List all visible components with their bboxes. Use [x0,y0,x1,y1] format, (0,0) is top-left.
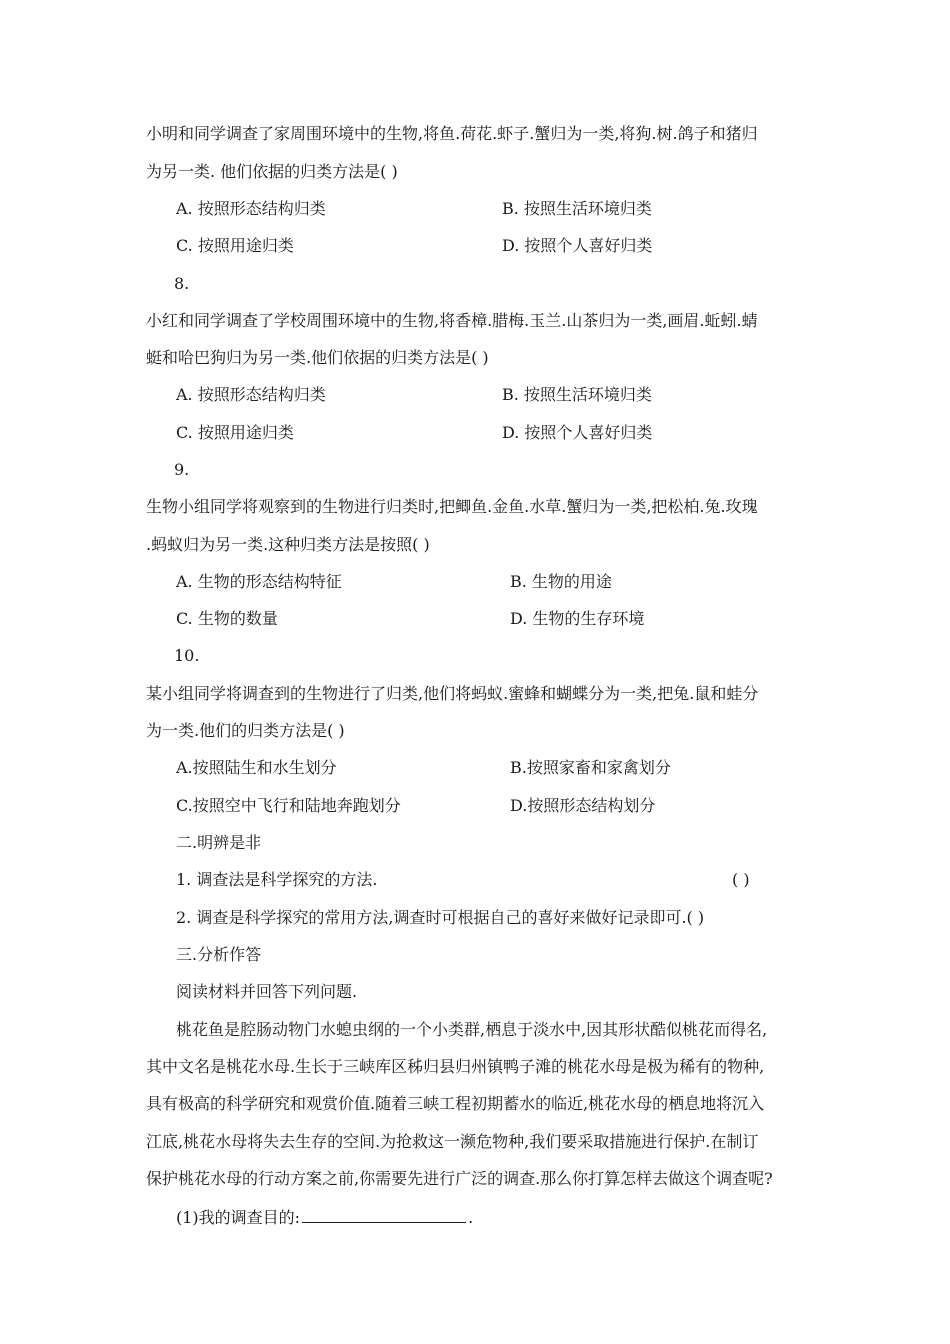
section2-title: 二.明辨是非 [176,833,262,852]
question1-end: . [468,1208,474,1227]
passage-line4: 江底,桃花水母将失去生存的空间.为抢救这一濒危物种,我们要采取措施进行保护.在制订 [146,1132,759,1151]
passage-line5: 保护桃花水母的行动方案之前,你需要先进行广泛的调查.那么你打算怎样去做这个调查呢? [146,1169,773,1188]
q8-option-c: C. 按照用途归类 [176,423,294,442]
q9-option-a: A. 生物的形态结构特征 [176,572,342,591]
q10-option-a: A.按照陆生和水生划分 [176,758,337,777]
section3-intro: 阅读材料并回答下列问题. [176,982,358,1001]
q9-option-b: B. 生物的用途 [510,572,612,591]
q7-stem-line1: 小明和同学调查了家周围环境中的生物,将鱼.荷花.虾子.蟹归为一类,将狗.树.鸽子和猪归 [146,124,758,143]
passage-line1: 桃花鱼是腔肠动物门水螅虫纲的一个小类群,栖息于淡水中,因其形状酷似桃花而得名, [176,1020,768,1039]
q8-option-b: B. 按照生活环境归类 [502,385,652,404]
q9-option-c: C. 生物的数量 [176,609,278,628]
q9-stem-line1: 生物小组同学将观察到的生物进行归类时,把鲫鱼.金鱼.水草.蟹归为一类,把松柏.兔.玫瑰 [146,497,758,516]
q8-stem-line1: 小红和同学调查了学校周围环境中的生物,将香樟.腊梅.玉兰.山茶归为一类,画眉.蚯蚓.蜻 [146,311,758,330]
q8-stem-line2: 蜓和哈巴狗归为另一类.他们依据的归类方法是( ) [146,348,489,367]
q10-option-c: C.按照空中飞行和陆地奔跑划分 [176,796,401,815]
q7-stem-line2: 为另一类. 他们依据的归类方法是( ) [146,162,398,181]
q10-option-b: B.按照家畜和家禽划分 [510,758,671,777]
passage-line2: 其中文名是桃花水母.生长于三峡库区秭归县归州镇鸭子滩的桃花水母是极为稀有的物种, [146,1057,765,1076]
passage-line3: 具有极高的科学研究和观赏价值.随着三峡工程初期蓄水的临近,桃花水母的栖息地将沉入 [146,1094,765,1113]
q8-option-d: D. 按照个人喜好归类 [502,423,653,442]
question1-label: (1)我的调查目的: [176,1208,301,1227]
section2-item2: 2. 调查是科学探究的常用方法,调查时可根据自己的喜好来做好记录即可.( ) [176,908,705,927]
q10-number: 10. [174,646,200,665]
section3-title: 三.分析作答 [176,945,262,964]
q7-option-b: B. 按照生活环境归类 [502,199,652,218]
q9-number: 9. [174,460,190,479]
q10-option-d: D.按照形态结构划分 [510,796,656,815]
q7-option-a: A. 按照形态结构归类 [176,199,326,218]
q7-option-c: C. 按照用途归类 [176,236,294,255]
question1-line [176,1206,473,1228]
answer-blank[interactable] [302,1206,466,1223]
q9-stem-line2: .蚂蚁归为另一类.这种归类方法是按照( ) [146,535,430,554]
section2-item1: 1. 调查法是科学探究的方法. [176,870,378,889]
q7-option-d: D. 按照个人喜好归类 [502,236,653,255]
q8-number: 8. [174,274,190,293]
q8-option-a: A. 按照形态结构归类 [176,385,326,404]
q9-option-d: D. 生物的生存环境 [510,609,645,628]
q10-stem-line1: 某小组同学将调查到的生物进行了归类,他们将蚂蚁.蜜蜂和蝴蝶分为一类,把兔.鼠和蛙分 [146,684,759,703]
section2-item1-answer-paren[interactable]: ( ) [732,870,750,889]
q10-stem-line2: 为一类.他们的归类方法是( ) [146,721,345,740]
